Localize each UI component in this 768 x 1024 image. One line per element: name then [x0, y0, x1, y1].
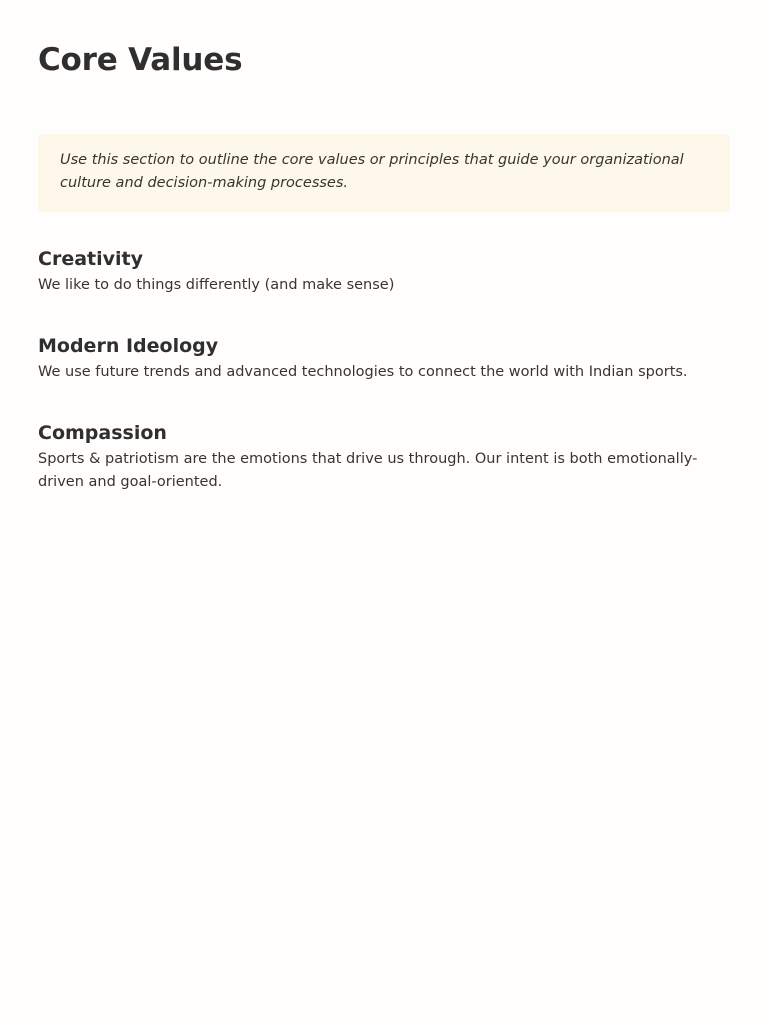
value-heading: Compassion — [38, 422, 167, 444]
value-heading: Modern Ideology — [38, 335, 219, 357]
value-description: We use future trends and advanced technologies to connect the world with Indian sports. — [38, 364, 688, 380]
document-page — [0, 0, 768, 494]
value-item-creativity — [38, 246, 730, 297]
page-title: Core Values — [38, 42, 243, 78]
value-description: Sports & patriotism are the emotions that drive us through. Our intent is both emotionally-driven and goal-oriented. — [38, 451, 698, 490]
callout-text: Use this section to outline the core values or principles that guide your organizational culture and decision-making processes. — [60, 152, 684, 191]
value-item-compassion — [38, 420, 730, 494]
value-heading: Creativity — [38, 248, 143, 270]
core-values-list — [38, 246, 730, 494]
value-item-modern-ideology — [38, 333, 730, 384]
callout-block — [38, 134, 730, 212]
value-description: We like to do things differently (and make sense) — [38, 277, 395, 293]
